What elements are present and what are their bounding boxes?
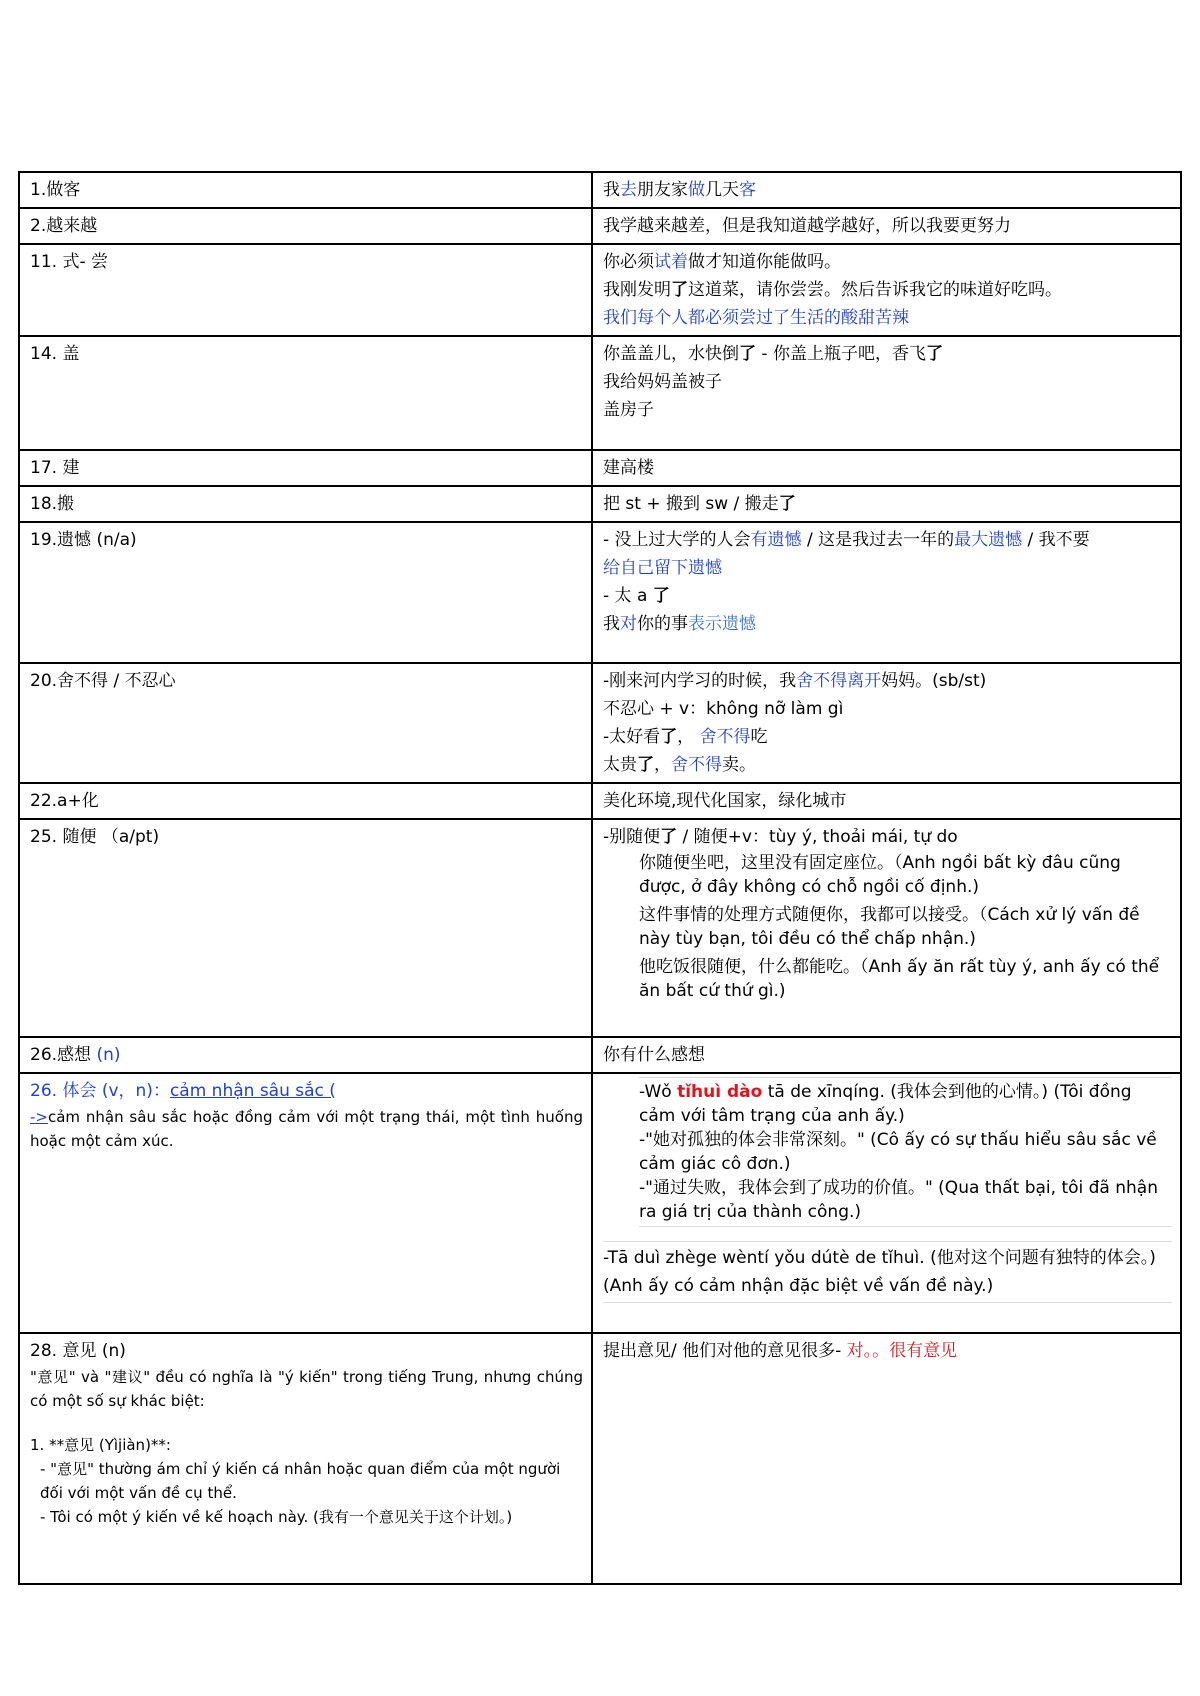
example-line: 你盖盖儿，水快倒了 - 你盖上瓶子吧，香飞了	[603, 344, 943, 364]
example-indent: 你随便坐吧，这里没有固定座位。（Anh ngồi bất kỳ đâu cũng được, ở đây không có chỗ ngồi cố định.)	[639, 853, 1121, 897]
term-note: - Tôi có một ý kiến về kế hoạch này. (我有一个意见关于这个计划。)	[40, 1508, 513, 1526]
example-cell	[592, 1333, 1181, 1584]
spacer	[30, 1413, 583, 1433]
example-text: 把 st + 搬到 sw / 搬走	[603, 494, 779, 514]
term-cell	[19, 244, 592, 336]
example-line: 你必须试着做才知道你能做吗。	[603, 252, 841, 272]
term-cell	[19, 208, 592, 244]
vocabulary-table	[18, 171, 1182, 1585]
table-row	[19, 208, 1181, 244]
example-highlight: 做	[688, 180, 705, 200]
term: 25. 随便 （a/pt)	[30, 827, 160, 847]
term: 1.做客	[30, 180, 81, 200]
table-row	[19, 522, 1181, 663]
term-cell	[19, 336, 592, 450]
table-row	[19, 486, 1181, 522]
term-note: - "意见" thường ám chỉ ý kiến cá nhân hoặc quan điểm của một người đối với một vấn đề cụ thể.	[40, 1460, 561, 1502]
example-cell	[592, 336, 1181, 450]
example-cell	[592, 172, 1181, 208]
term: 22.a+化	[30, 791, 99, 811]
term-line: 26. 体会 (v，n)：cảm nhận sâu sắc (	[30, 1081, 336, 1101]
term-note: 1. **意见 (Yìjiàn)**:	[30, 1436, 171, 1454]
table-row	[19, 1073, 1181, 1333]
example-highlight: 客	[739, 180, 756, 200]
example-indent: 这件事情的处理方式随便你，我都可以接受。（Cách xử lý vấn đề này tùy bạn, tôi đều có thể chấp nhận.)	[639, 905, 1140, 949]
example-text: 美化环境,现代化国家，绿化城市	[603, 791, 847, 811]
example-line: 我们每个人都必须尝过了生活的酸甜苦辣	[603, 308, 909, 328]
example-cell	[592, 819, 1181, 1037]
table-row	[19, 336, 1181, 450]
example-block	[639, 1077, 1172, 1227]
example-cell	[592, 663, 1181, 783]
example-text: 你有什么感想	[603, 1045, 705, 1065]
example-highlight: 对。。很有意见	[846, 1341, 958, 1361]
table-row	[19, 244, 1181, 336]
example-line: -太好看了， 舍不得吃	[603, 727, 768, 747]
example-text: 提出意见/ 他们对他的意见很多-	[603, 1341, 847, 1361]
term-pos: (n)	[96, 1045, 121, 1065]
example-highlight: 去	[620, 180, 637, 200]
example-highlight: 了	[778, 494, 796, 514]
example-line: -"她对孤独的体会非常深刻。" (Cô ấy có sự thấu hiểu sâu sắc về cảm giác cô đơn.)	[639, 1130, 1157, 1174]
example-line: 不忍心 + v：không nỡ làm gì	[603, 699, 844, 719]
example-text: 我学越来越差，但是我知道越学越好，所以我要更努力	[603, 216, 1011, 236]
example-cell	[592, 208, 1181, 244]
example-line: 给自己留下遗憾	[603, 558, 722, 578]
example-line: -"通过失败，我体会到了成功的价值。" (Qua thất bại, tôi đã nhận ra giá trị của thành công.)	[639, 1178, 1158, 1222]
term-cell	[19, 172, 592, 208]
example-text: 我	[603, 180, 620, 200]
term: 26.感想	[30, 1045, 97, 1065]
term-cell	[19, 1073, 592, 1333]
example-line: 我对你的事表示遗憾	[603, 614, 756, 634]
table-row	[19, 783, 1181, 819]
example-line: 我刚发明了这道菜，请你尝尝。然后告诉我它的味道好吃吗。	[603, 280, 1062, 300]
term-cell	[19, 1333, 592, 1584]
example-cell	[592, 244, 1181, 336]
example-text: 建高楼	[603, 458, 654, 478]
example-line: - 没上过大学的人会有遗憾 / 这是我过去一年的最大遗憾 / 我不要	[603, 530, 1090, 550]
term-cell	[19, 1037, 592, 1073]
example-text: 几天	[705, 180, 739, 200]
example-cell	[592, 1037, 1181, 1073]
term-cell	[19, 783, 592, 819]
example-line: 太贵了，舍不得卖。	[603, 755, 756, 775]
example-cell	[592, 450, 1181, 486]
example-cell	[592, 522, 1181, 663]
example-text: 朋友家	[637, 180, 688, 200]
table-row	[19, 819, 1181, 1037]
table-row	[19, 172, 1181, 208]
term-cell	[19, 486, 592, 522]
term: 18.搬	[30, 494, 75, 514]
example-line: -刚来河内学习的时候，我舍不得离开妈妈。(sb/st)	[603, 671, 987, 691]
term: 17. 建	[30, 458, 80, 478]
term-cell	[19, 450, 592, 486]
example-cell	[592, 783, 1181, 819]
term-cell	[19, 663, 592, 783]
term: 19.遗憾 (n/a)	[30, 530, 137, 550]
term: 20.舍不得 / 不忍心	[30, 671, 176, 691]
term: 14. 盖	[30, 344, 80, 364]
term: 2.越来越	[30, 216, 98, 236]
example-indent: 他吃饭很随便，什么都能吃。（Anh ấy ăn rất tùy ý, anh ấy có thể ăn bất cứ thứ gì.)	[639, 957, 1160, 1001]
table-row	[19, 1333, 1181, 1584]
table-row	[19, 1037, 1181, 1073]
example-line: -Wǒ tǐhuì dào tā de xīnqíng. (我体会到他的心情。) (Tôi đồng cảm với tâm trạng của anh ấy.)	[639, 1082, 1132, 1126]
example-cell	[592, 1073, 1181, 1333]
term-definition: ->cảm nhận sâu sắc hoặc đồng cảm với một trạng thái, một tình huống hoặc một cảm xúc.	[30, 1108, 583, 1150]
example-block: -Tā duì zhège wèntí yǒu dútè de tǐhuì. (他对这个问题有独特的体会。) (Anh ấy có cảm nhận đặc biệt về vấn đề này.)	[603, 1241, 1172, 1303]
term: 11. 式- 尝	[30, 252, 108, 272]
example-line: 我给妈妈盖被子	[603, 372, 722, 392]
example-line: 盖房子	[603, 400, 654, 420]
example-line: -别随便了 / 随便+v：tùy ý, thoải mái, tự do	[603, 827, 958, 847]
term-note: "意见" và "建议" đều có nghĩa là "ý kiến" trong tiếng Trung, nhưng chúng có một số sự khác biệt:	[30, 1368, 583, 1410]
term-cell	[19, 522, 592, 663]
table-row	[19, 450, 1181, 486]
term-title: 28. 意见 (n)	[30, 1341, 126, 1361]
table-row	[19, 663, 1181, 783]
example-cell	[592, 486, 1181, 522]
example-line: - 太 a 了	[603, 586, 670, 606]
term-cell	[19, 819, 592, 1037]
